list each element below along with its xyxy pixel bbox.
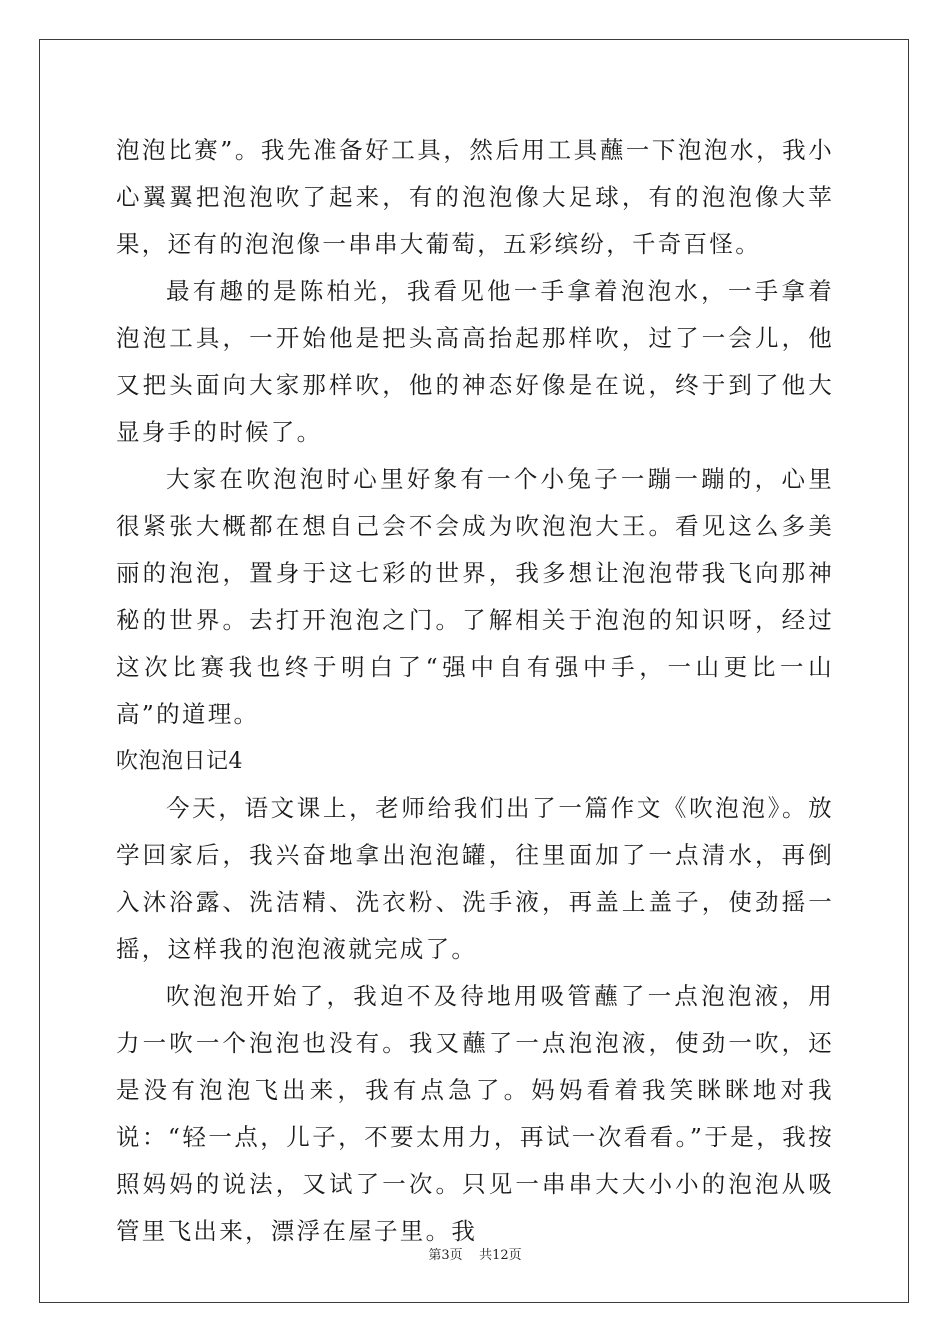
paragraph: 泡泡比赛”。我先准备好工具，然后用工具蘸一下泡泡水，我小心翼翼把泡泡吹了起来，有的泡泡像大足球，有的泡泡像大苹果，还有的泡泡像一串串大葡萄，五彩缤纷，千奇百怪。 bbox=[116, 136, 834, 258]
page-total: 共12页 bbox=[479, 1248, 522, 1263]
page-footer bbox=[0, 1244, 950, 1263]
paragraph: 今天，语文课上，老师给我们出了一篇作文《吹泡泡》。放学回家后，我兴奋地拿出泡泡罐，往里面加了一点清水，再倒入沐浴露、洗洁精、洗衣粉、洗手液，再盖上盖子，使劲摇一摇，这样我的泡泡液就完成了。 bbox=[116, 794, 834, 963]
section-heading: 吹泡泡日记4 bbox=[116, 749, 243, 774]
paragraph: 吹泡泡开始了，我迫不及待地用吸管蘸了一点泡泡液，用力一吹一个泡泡也没有。我又蘸了一点泡泡液，使劲一吹，还是没有泡泡飞出来，我有点急了。妈妈看着我笑眯眯地对我说：“轻一点，儿子，不要太用力，再试一次看看。”于是，我按照妈妈的说法，又试了一次。只见一串串大大小小的泡泡从吸管里飞出来，漂浮在屋子里。我 bbox=[116, 982, 834, 1245]
page-number: 第3页 bbox=[428, 1248, 463, 1263]
paragraph: 最有趣的是陈柏光，我看见他一手拿着泡泡水，一手拿着泡泡工具，一开始他是把头高高抬起那样吹，过了一会儿，他又把头面向大家那样吹，他的神态好像是在说，终于到了他大显身手的时候了。 bbox=[116, 277, 834, 446]
document-body bbox=[116, 127, 834, 1255]
paragraph: 大家在吹泡泡时心里好象有一个小兔子一蹦一蹦的，心里很紧张大概都在想自己会不会成为吹泡泡大王。看见这么多美丽的泡泡，置身于这七彩的世界，我多想让泡泡带我飞向那神秘的世界。去打开泡泡之门。了解相关于泡泡的知识呀，经过这次比赛我也终于明白了“强中自有强中手，一山更比一山高”的道理。 bbox=[116, 465, 834, 728]
